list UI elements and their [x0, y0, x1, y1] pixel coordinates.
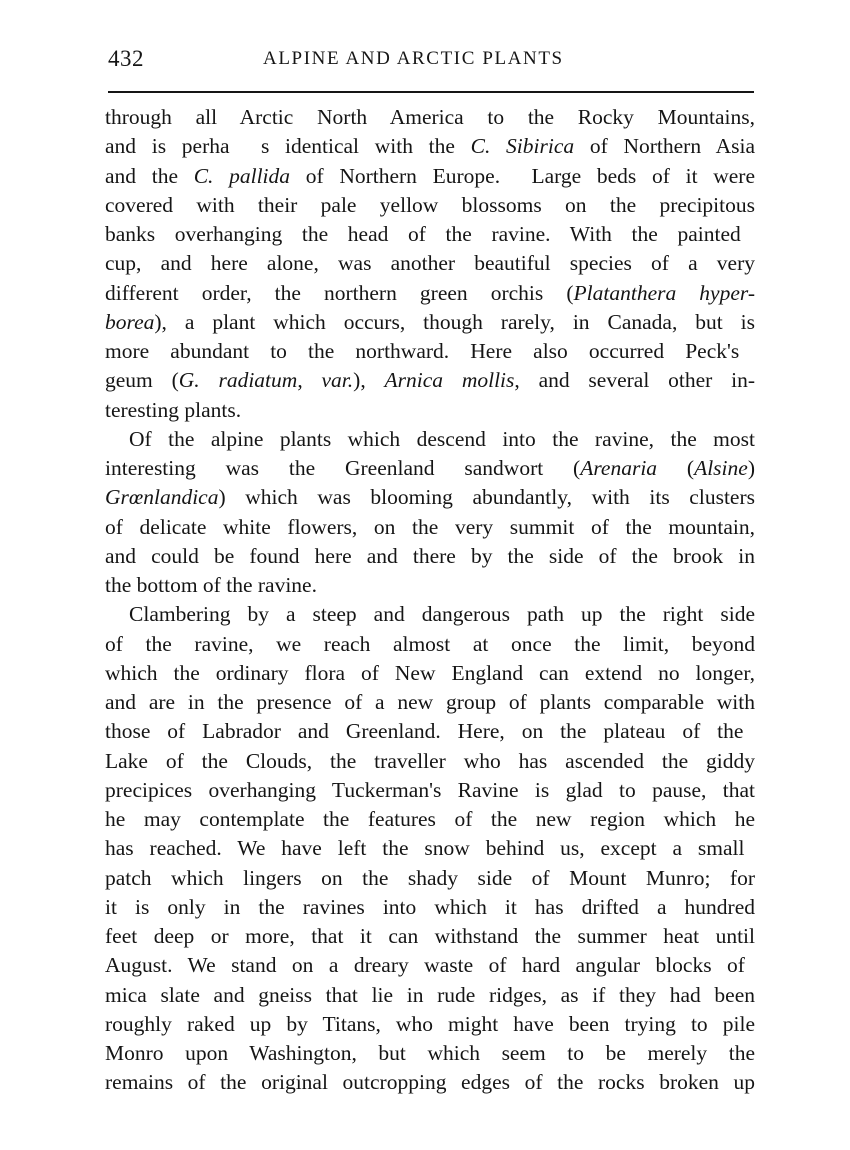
text-line: August. We stand on a dreary waste of hard angular blocks of — [105, 953, 745, 978]
text-line: patch which lingers on the shady side of Mount Munro; for — [105, 865, 755, 890]
text-line: and could be found here and there by the side of the brook in — [105, 543, 755, 568]
text-line: it is only in the ravines into which it has drifted a hundred — [105, 894, 755, 919]
text-line: feet deep or more, that it can withstand the summer heat until — [105, 924, 755, 948]
text-line: remains of the original outcropping edges of the rocks broken up — [105, 1070, 755, 1095]
body-text — [105, 103, 755, 1098]
text-line: through all Arctic North America to the Rocky Mountains, — [105, 105, 755, 129]
text-line: of the ravine, we reach almost at once the limit, beyond — [105, 631, 755, 656]
text-line: and are in the presence of a new group of plants comparable with — [105, 690, 755, 714]
running-head — [108, 46, 754, 78]
text-line: and is perha s identical with the C. Sibirica of Northern Asia — [105, 134, 755, 159]
text-line: Of the alpine plants which descend into the ravine, the most — [129, 426, 755, 451]
text-line: Grœnlandica) which was blooming abundantly, with its clusters — [105, 485, 755, 510]
text-line: cup, and here alone, was another beautiful species of a very — [105, 251, 755, 276]
text-line: has reached. We have left the snow behind us, except a small — [105, 836, 745, 861]
text-line: geum (G. radiatum, var.), Arnica mollis, and several other in- — [105, 368, 755, 393]
text-line: and the C. pallida of Northern Europe. Large beds of it were — [105, 163, 756, 188]
text-line: mica slate and gneiss that lie in rude ridges, as if they had been — [105, 982, 755, 1007]
header-rule — [108, 91, 754, 93]
text-line: roughly raked up by Titans, who might have been trying to pile — [105, 1011, 755, 1036]
text-line: of delicate white flowers, on the very summit of the mountain, — [105, 514, 755, 539]
text-line: different order, the northern green orchis (Platanthera hyper- — [105, 280, 755, 305]
text-line: which the ordinary flora of New England can extend no longer, — [105, 660, 755, 685]
text-line: covered with their pale yellow blossoms on the precipitous — [105, 192, 755, 217]
running-title: ALPINE AND ARCTIC PLANTS — [263, 48, 564, 69]
text-line: Lake of the Clouds, the traveller who has ascended the giddy — [105, 748, 755, 773]
text-line: teresting plants. — [105, 397, 242, 422]
text-line: precipices overhanging Tuckerman's Ravine is glad to pause, that — [105, 777, 755, 802]
text-line: Monro upon Washington, but which seem to be merely the — [105, 1041, 755, 1065]
text-line: the bottom of the ravine. — [105, 573, 317, 597]
text-line: borea), a plant which occurs, though rarely, in Canada, but is — [105, 309, 755, 334]
page-number: 432 — [108, 46, 144, 71]
text-line: he may contemplate the features of the new region which he — [105, 807, 755, 831]
text-line: more abundant to the northward. Here also occurred Peck's — [105, 339, 740, 363]
text-line: interesting was the Greenland sandwort (Arenaria (Alsine) — [105, 456, 755, 480]
text-line: those of Labrador and Greenland. Here, on the plateau of the — [105, 719, 744, 744]
text-line: banks overhanging the head of the ravine. With the painted — [105, 222, 741, 246]
text-line: Clambering by a steep and dangerous path up the right side — [129, 602, 755, 627]
